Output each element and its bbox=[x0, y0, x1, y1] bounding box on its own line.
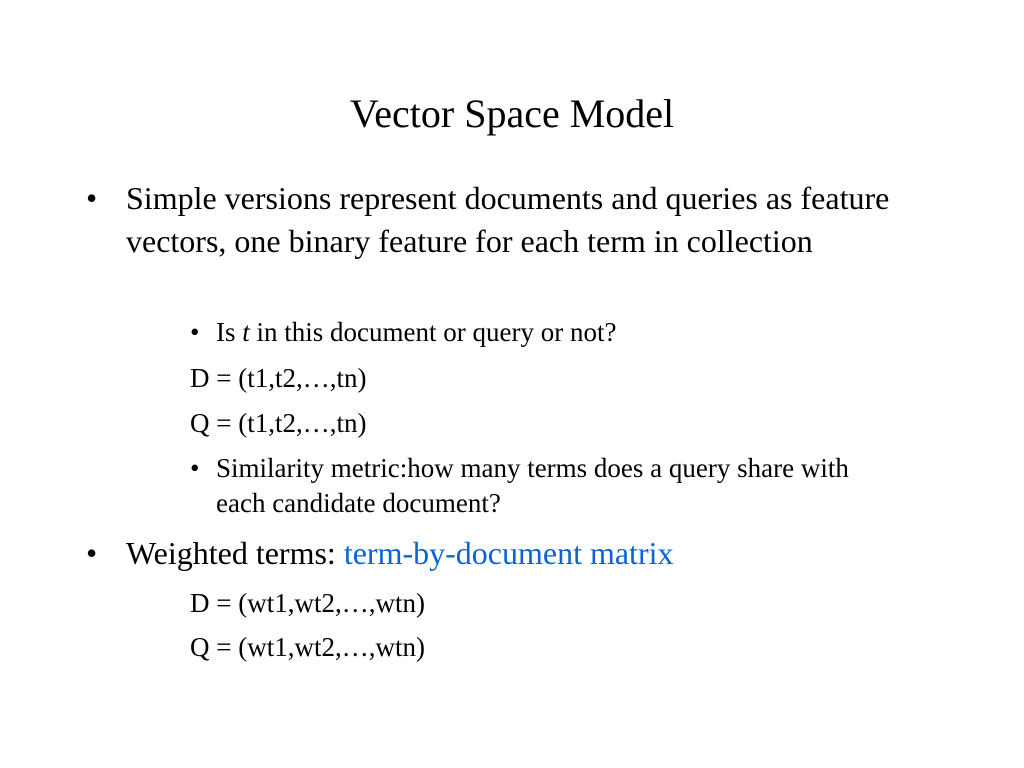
bullet-text bbox=[126, 532, 956, 575]
sub-bullet-text bbox=[216, 315, 890, 350]
sub-bullet-text-italic: t bbox=[242, 317, 250, 347]
bullet-text: Simple versions represent documents and queries as feature vectors, one binary feature for each term in collection bbox=[126, 180, 890, 259]
bullet-marker: • bbox=[86, 180, 98, 216]
sub-bullet-text-post: in this document or query or not? bbox=[249, 317, 617, 347]
slide-title: Vector Space Model bbox=[349, 91, 675, 136]
sub-bullet-marker: • bbox=[190, 317, 200, 347]
sub-bullet-marker: • bbox=[190, 453, 200, 483]
sub-bullet-text-pre: Is bbox=[216, 317, 243, 347]
sub-bullet-text: Similarity metric:how many terms does a query share with each candidate document? bbox=[216, 453, 849, 518]
formula-q-weighted: Q = (wt1,wt2,…,wtn) bbox=[190, 632, 425, 662]
formula-d-weighted: D = (wt1,wt2,…,wtn) bbox=[190, 588, 425, 618]
bullet-marker: • bbox=[86, 535, 98, 571]
formula-d-binary: D = (t1,t2,…,tn) bbox=[190, 363, 367, 393]
bullet-text-lead: Weighted terms: bbox=[126, 535, 344, 571]
term-by-document-matrix-link[interactable]: term-by-document matrix bbox=[343, 535, 674, 571]
formula-q-binary: Q = (t1,t2,…,tn) bbox=[190, 408, 367, 438]
